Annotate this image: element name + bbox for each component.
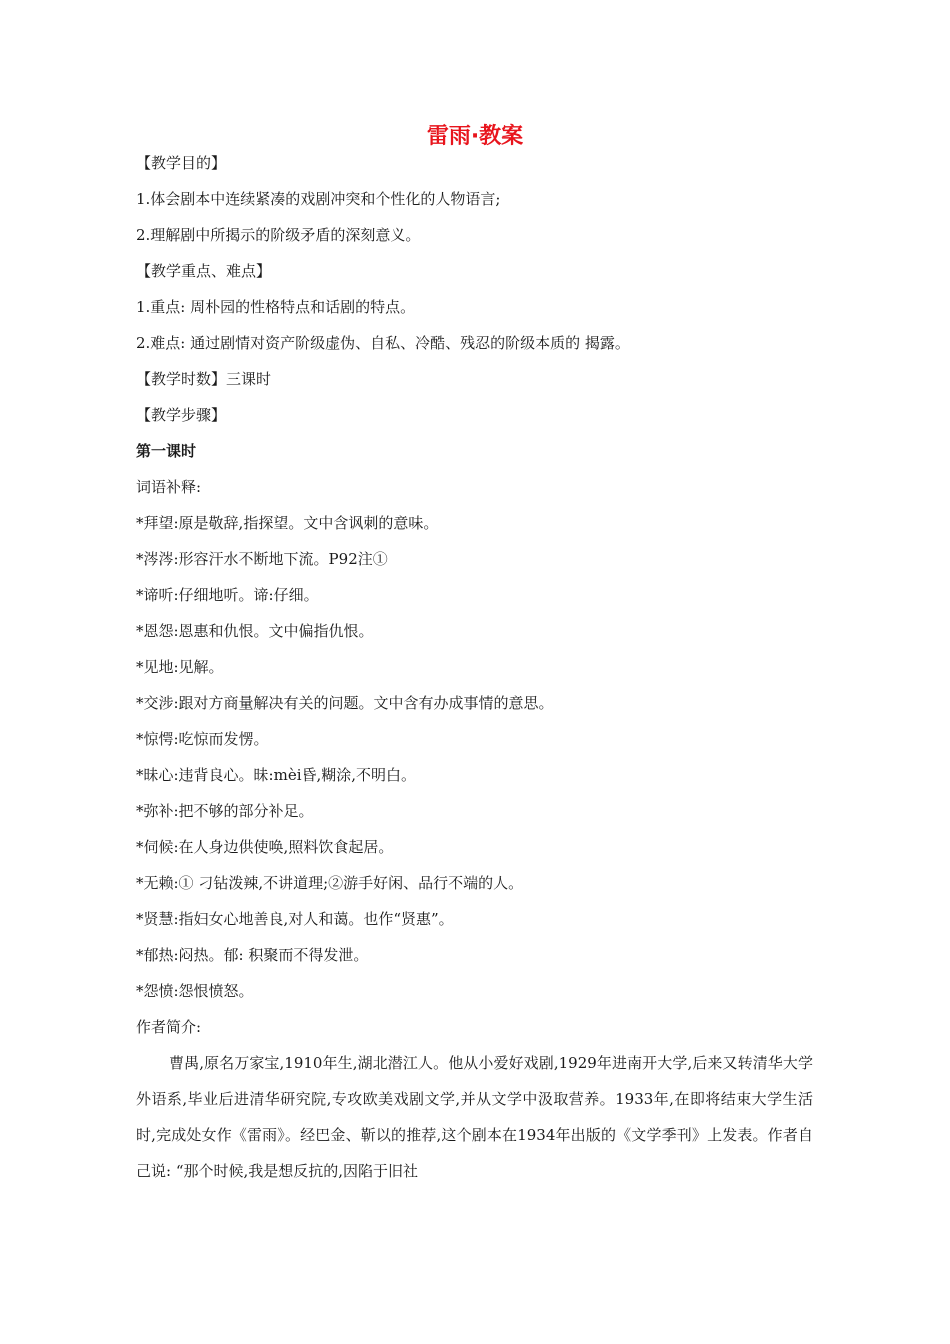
document-body — [136, 145, 816, 1189]
author-paragraph: 曹禺,原名万家宝,1910年生,湖北潜江人。他从小爱好戏剧,1929年进南开大学,后来又转清华大学外语系,毕业后进清华研究院,专攻欧美戏剧文学,并从文学中汲取营养。1933年,在即将结束大学生活时,完成处女作《雷雨》。经巴金、靳以的推荐,这个剧本在1934年出版的《文学季刊》上发表。作者自己说: “那个时候,我是想反抗的,因陷于旧社 — [136, 1054, 813, 1180]
key-point-item: 2.难点: 通过剧情对资产阶级虚伪、自私、冷酷、残忍的阶级本质的 揭露。 — [136, 334, 630, 352]
key-points-heading: 【教学重点、难点】 — [136, 262, 272, 280]
vocab-item: *涔涔:形容汗水不断地下流。P92注① — [136, 550, 388, 568]
vocab-item: *见地:见解。 — [136, 658, 224, 676]
vocab-item: *惊愕:吃惊而发愣。 — [136, 730, 269, 748]
steps-heading: 【教学步骤】 — [136, 406, 227, 424]
vocab-item: *谛听:仔细地听。谛:仔细。 — [136, 586, 319, 604]
vocab-item: *怨愤:怨恨愤怒。 — [136, 982, 254, 1000]
document-title: 雷雨·教案 — [426, 124, 524, 149]
vocab-item: *弥补:把不够的部分补足。 — [136, 802, 314, 820]
vocab-item: *拜望:原是敬辞,指探望。文中含讽刺的意味。 — [136, 514, 439, 532]
teaching-hours: 【教学时数】三课时 — [136, 370, 272, 388]
key-point-item: 1.重点: 周朴园的性格特点和话剧的特点。 — [136, 298, 416, 316]
vocab-heading: 词语补释: — [136, 478, 202, 496]
objective-item: 2.理解剧中所揭示的阶级矛盾的深刻意义。 — [136, 226, 421, 244]
vocab-item: *郁热:闷热。郁: 积聚而不得发泄。 — [136, 946, 369, 964]
vocab-item: *昧心:违背良心。昧:mèi昏,糊涂,不明白。 — [136, 766, 417, 784]
objective-item: 1.体会剧本中连续紧凑的戏剧冲突和个性化的人物语言; — [136, 190, 501, 208]
vocab-item: *恩怨:恩惠和仇恨。文中偏指仇恨。 — [136, 622, 374, 640]
lesson-heading: 第一课时 — [136, 442, 197, 460]
author-heading: 作者简介: — [136, 1018, 202, 1036]
vocab-item: *贤慧:指妇女心地善良,对人和蔼。也作“贤惠”。 — [136, 910, 454, 928]
vocab-item: *无赖:① 刁钻泼辣,不讲道理;②游手好闲、品行不端的人。 — [136, 874, 524, 892]
objectives-heading: 【教学目的】 — [136, 154, 227, 172]
vocab-item: *伺候:在人身边供使唤,照料饮食起居。 — [136, 838, 394, 856]
vocab-item: *交涉:跟对方商量解决有关的问题。文中含有办成事情的意思。 — [136, 694, 554, 712]
